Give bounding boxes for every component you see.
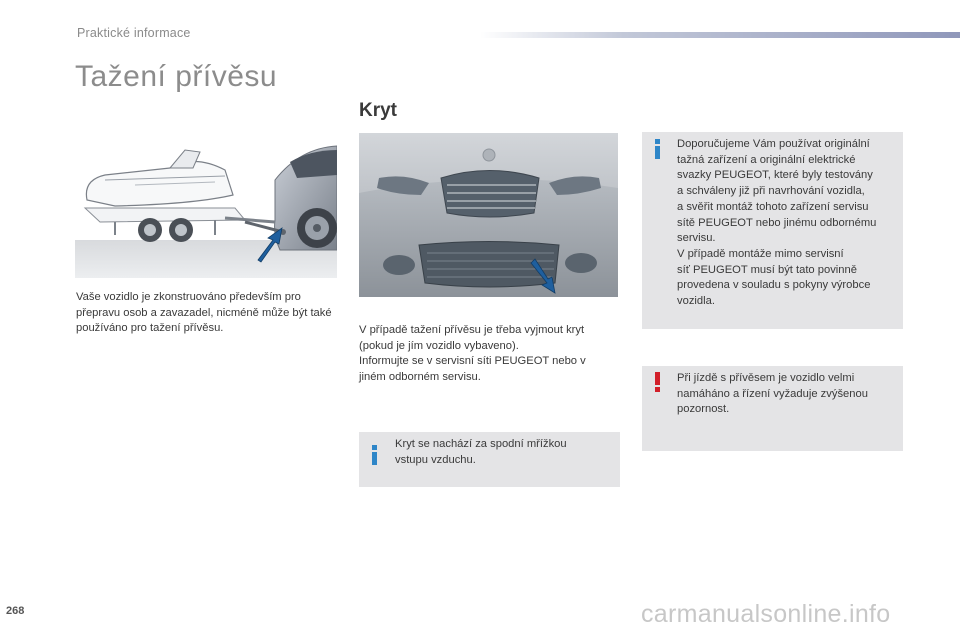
recommendation-line: provedena v souladu s pokyny výrobce: [677, 279, 871, 292]
recommendation-line: servisu.: [677, 232, 716, 245]
warning-line: namáháno a řízení vyžaduje zvýšenou: [677, 387, 868, 400]
front-grille-photo: [359, 133, 618, 297]
warning-text: [677, 371, 902, 418]
watermark: carmanualsonline.info: [641, 600, 891, 628]
kryt-text-line: jiném odborném servisu.: [359, 371, 481, 384]
kryt-info-text: Kryt se nachází za spodní mřížkou vstupu vzduchu.: [395, 438, 567, 466]
recommendation-line: a schváleny již při navrhování vozidla,: [677, 185, 865, 198]
exclamation-icon: [655, 372, 660, 392]
warning-line: Při jízdě s přívěsem je vozidlo velmi: [677, 372, 855, 384]
section-heading-kryt: Kryt: [359, 100, 398, 121]
recommendation-line: a svěřit montáž tohoto zařízení servisu: [677, 200, 869, 213]
trailer-illustration: [75, 140, 337, 278]
header-decor-line: [480, 32, 960, 38]
recommendation-line: svazky PEUGEOT, které byly testovány: [677, 169, 873, 182]
warning-line: pozornost.: [677, 403, 730, 416]
recommendation-line: sítě PEUGEOT nebo jinému odbornému: [677, 216, 877, 229]
recommendation-line: tažná zařízení a originální elektrické: [677, 153, 856, 166]
intro-text: Vaše vozidlo je zkonstruováno především pro přepravu osob a zavazadel, nicméně může být také používáno pro tažení přívěsu.: [76, 291, 332, 335]
page-number: 268: [6, 605, 25, 617]
recommendation-line: V případě montáže mimo servisní: [677, 247, 844, 260]
recommendation-line: vozidla.: [677, 295, 715, 308]
recommendation-line: síť PEUGEOT musí být tato povinně: [677, 263, 857, 276]
kryt-text: [359, 323, 621, 386]
recommendation-line: Doporučujeme Vám používat originální: [677, 138, 870, 150]
kryt-text-line: (pokud je jím vozidlo vybaveno).: [359, 339, 519, 352]
recommendation-box: [642, 132, 903, 329]
kryt-info-box: [359, 432, 620, 487]
kryt-text-line: Informujte se v servisní síti PEUGEOT nebo v: [359, 355, 586, 368]
warning-box: [642, 366, 903, 451]
section-header: Praktické informace: [77, 26, 191, 40]
recommendation-text: [677, 137, 902, 310]
page-title: Tažení přívěsu: [75, 60, 278, 93]
kryt-text-line: V případě tažení přívěsu je třeba vyjmout kryt: [359, 324, 585, 336]
